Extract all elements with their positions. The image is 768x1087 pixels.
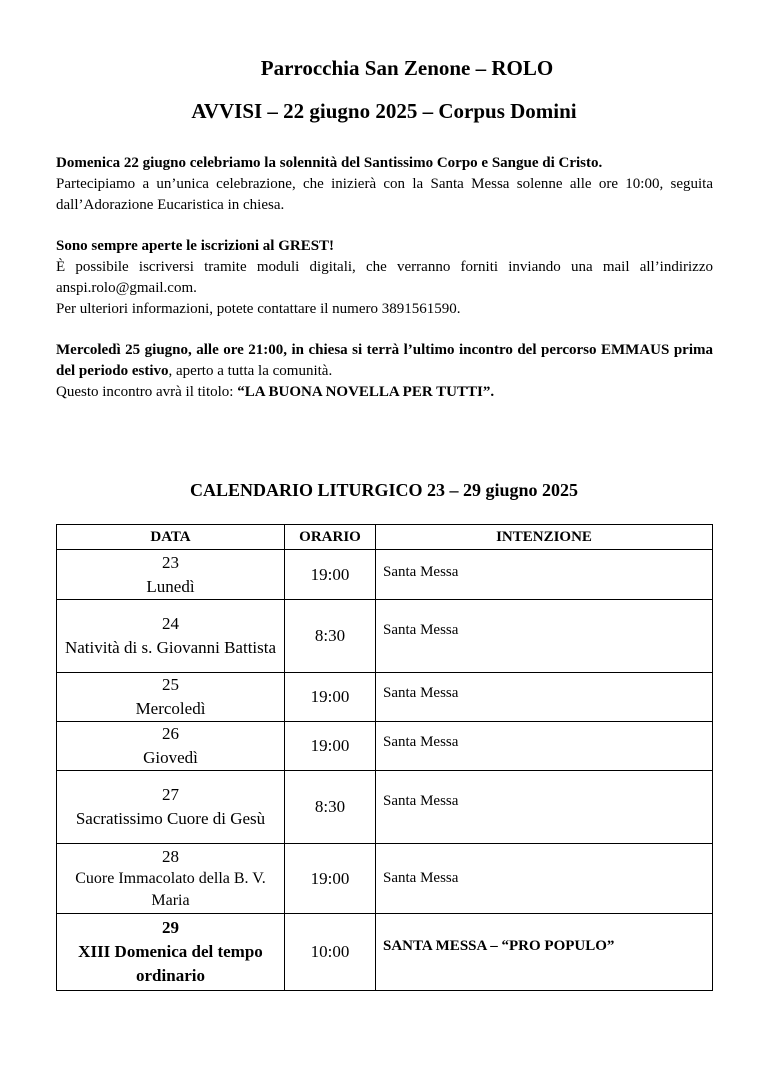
table-row <box>57 673 713 722</box>
row-dayname: XIII Domenica del tempo ordinario <box>78 942 263 985</box>
notice-2-contact: Per ulteriori informazioni, potete contattare il numero 3891561590. <box>56 301 461 317</box>
row-date <box>57 600 285 673</box>
row-intention <box>376 600 713 673</box>
row-date <box>57 914 285 991</box>
notice-corpus-domini <box>56 153 713 216</box>
calendar-title: CALENDARIO LITURGICO 23 – 29 giugno 2025 <box>189 480 579 500</box>
table-row <box>57 771 713 844</box>
notice-grest <box>56 236 713 320</box>
notice-2-text: È possibile iscriversi tramite moduli digitali, che verranno forniti inviando una mail all’indirizzo anspi.rolo@gmail.com. <box>56 259 713 296</box>
row-day: 24 <box>162 614 179 633</box>
row-intention <box>376 550 713 600</box>
row-time: 10:00 <box>285 914 376 991</box>
row-day: 29 <box>162 918 179 937</box>
notice-1-text: Partecipiamo a un’unica celebrazione, che inizierà con la Santa Messa solenne alle ore 10:00, seguita dall’Adorazione Eucaristica in chiesa. <box>56 176 713 213</box>
header-orario: ORARIO <box>285 525 376 550</box>
notice-1-heading: Domenica 22 giugno celebriamo la solennità del Santissimo Corpo e Sangue di Cristo. <box>56 155 603 171</box>
row-time: 8:30 <box>285 771 376 844</box>
row-day: 23 <box>162 552 179 572</box>
row-date <box>57 771 285 844</box>
row-time: 19:00 <box>285 673 376 722</box>
row-time: 8:30 <box>285 600 376 673</box>
parish-title: Parrocchia San Zenone – ROLO <box>260 56 554 80</box>
row-intention <box>376 771 713 844</box>
header-data: DATA <box>57 525 285 550</box>
row-date <box>57 722 285 771</box>
row-intention-text: Santa Messa <box>383 734 459 750</box>
row-day: 28 <box>162 846 179 866</box>
notice-3-text: , aperto a tutta la comunità. <box>168 363 333 379</box>
row-time: 19:00 <box>285 722 376 771</box>
table-row <box>57 550 713 600</box>
table-row <box>57 914 713 991</box>
notice-3-title-prefix: Questo incontro avrà il titolo: <box>56 384 238 400</box>
row-time: 19:00 <box>285 550 376 600</box>
row-day: 26 <box>162 724 179 743</box>
row-day: 25 <box>162 675 179 694</box>
row-intention <box>376 673 713 722</box>
notices-title: AVVISI – 22 giugno 2025 – Corpus Domini <box>191 99 577 123</box>
row-intention-text: Santa Messa <box>383 685 459 701</box>
row-date <box>57 673 285 722</box>
row-intention-text: Santa Messa <box>383 564 459 580</box>
row-intention <box>376 722 713 771</box>
row-dayname: Sacratissimo Cuore di Gesù <box>75 809 266 828</box>
calendar-table <box>56 524 713 991</box>
notice-emmaus <box>56 340 713 403</box>
calendar-header-row <box>57 525 713 550</box>
row-intention-text: Santa Messa <box>383 622 459 638</box>
notice-2-heading: Sono sempre aperte le iscrizioni al GREST! <box>56 238 335 254</box>
notice-3-title: “LA BUONA NOVELLA PER TUTTI”. <box>237 384 495 400</box>
row-dayname: Giovedì <box>143 748 198 767</box>
table-row <box>57 600 713 673</box>
table-row <box>57 844 713 914</box>
notices-section <box>56 153 713 423</box>
row-intention <box>376 914 713 991</box>
row-intention <box>376 844 713 914</box>
row-intention-text: Santa Messa <box>383 870 459 886</box>
table-row <box>57 722 713 771</box>
row-intention-text: Santa Messa <box>383 793 459 809</box>
row-date <box>57 550 285 600</box>
row-day: 27 <box>162 785 179 804</box>
row-time: 19:00 <box>285 844 376 914</box>
row-dayname: Lunedì <box>146 576 195 596</box>
row-dayname: Natività di s. Giovanni Battista <box>64 638 277 657</box>
row-dayname: Mercoledì <box>135 699 206 718</box>
row-dayname: Cuore Immacolato della B. V. Maria <box>75 869 266 909</box>
row-intention-text: SANTA MESSA – “PRO POPULO” <box>383 938 615 954</box>
notice-3-heading: Mercoledì 25 giugno, alle ore 21:00, in chiesa si terrà l’ultimo incontro del percorso EMMAUS prima del periodo estivo <box>56 342 713 379</box>
header-intenzione: INTENZIONE <box>376 525 713 550</box>
row-date <box>57 844 285 914</box>
